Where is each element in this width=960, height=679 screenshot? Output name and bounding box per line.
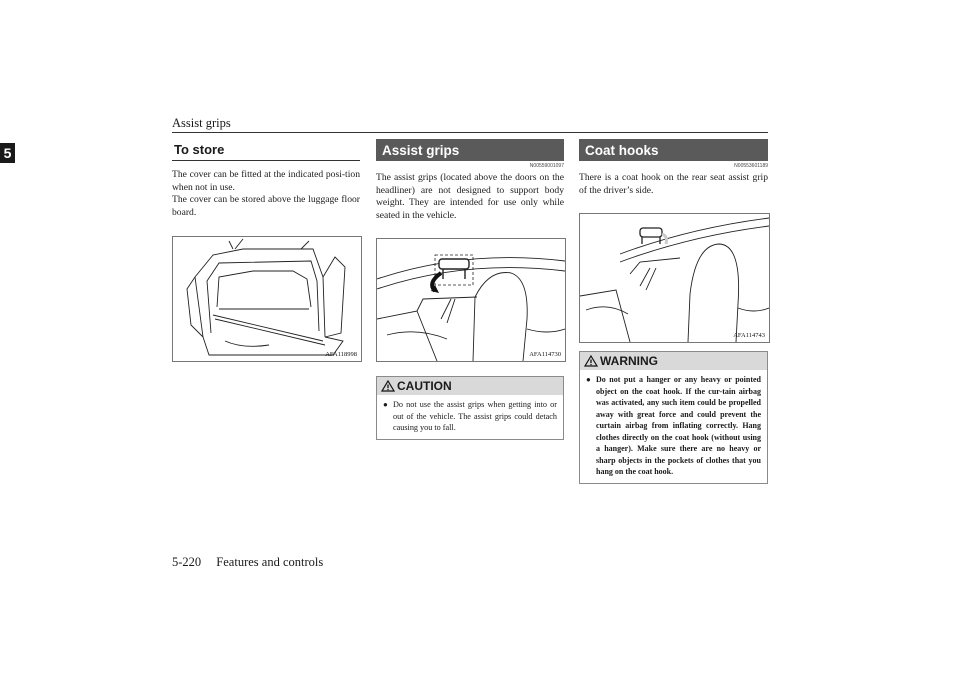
page-footer <box>172 555 335 570</box>
assist-grips-heading: Assist grips <box>376 139 564 161</box>
coat-hooks-text: There is a coat hook on the rear seat assist grip of the driver’s side. <box>579 172 768 196</box>
warning-header <box>580 352 767 370</box>
caution-title: CAUTION <box>397 379 452 393</box>
coat-hook-illustration <box>580 214 769 342</box>
warning-text: Do not put a hanger or any heavy or pointed object on the coat hook. If the cur-tain airbag was activated, any such item could be propelled away with great force and could prevent the curtain airbag from inflating correctly. Hang clothes directly on the coat hook (without using a hanger). Make sure there are no heavy or sharp objects in the pockets of clothes that you hang on the coat hook. <box>596 375 761 476</box>
to-store-paragraph-2: The cover can be stored above the luggage floor board. <box>172 194 360 219</box>
assist-grip-figure <box>376 238 566 362</box>
figure-code: AFA118998 <box>325 351 357 358</box>
figure-code: AFA114743 <box>733 332 765 339</box>
coat-hook-figure <box>579 213 770 343</box>
running-header: Assist grips <box>172 116 231 130</box>
caution-text: Do not use the assist grips when getting into or out of the vehicle. The assist grips could detach causing you to fall. <box>393 400 557 432</box>
warning-triangle-icon <box>584 355 598 367</box>
bullet-icon: ● <box>586 375 591 384</box>
figure-code: AFA114730 <box>529 351 561 358</box>
page-number: 5-220 <box>172 555 202 569</box>
assist-grip-illustration <box>377 239 565 361</box>
warning-title: WARNING <box>600 354 658 368</box>
chapter-tab: 5 <box>0 143 15 163</box>
to-store-paragraph-1: The cover can be fitted at the indicated posi-tion when not in use. <box>172 169 360 193</box>
section-name: Features and controls <box>216 555 324 569</box>
to-store-heading: To store <box>172 139 360 161</box>
caution-box <box>376 376 564 440</box>
assist-grips-text: The assist grips (located above the doors on the headliner) are not designed to support body weight. They are intended for use only while seated in the vehicle. <box>376 172 564 222</box>
section-code: N00559001097 <box>529 163 564 169</box>
caution-triangle-icon <box>381 380 395 392</box>
luggage-cover-illustration <box>173 237 361 361</box>
to-store-text <box>172 169 360 220</box>
section-code: N00553601189 <box>734 163 768 169</box>
bullet-icon: ● <box>383 400 388 409</box>
header-rule <box>172 132 768 133</box>
luggage-cover-figure <box>172 236 362 362</box>
coat-hooks-heading: Coat hooks <box>579 139 768 161</box>
warning-box <box>579 351 768 484</box>
caution-header <box>377 377 563 395</box>
